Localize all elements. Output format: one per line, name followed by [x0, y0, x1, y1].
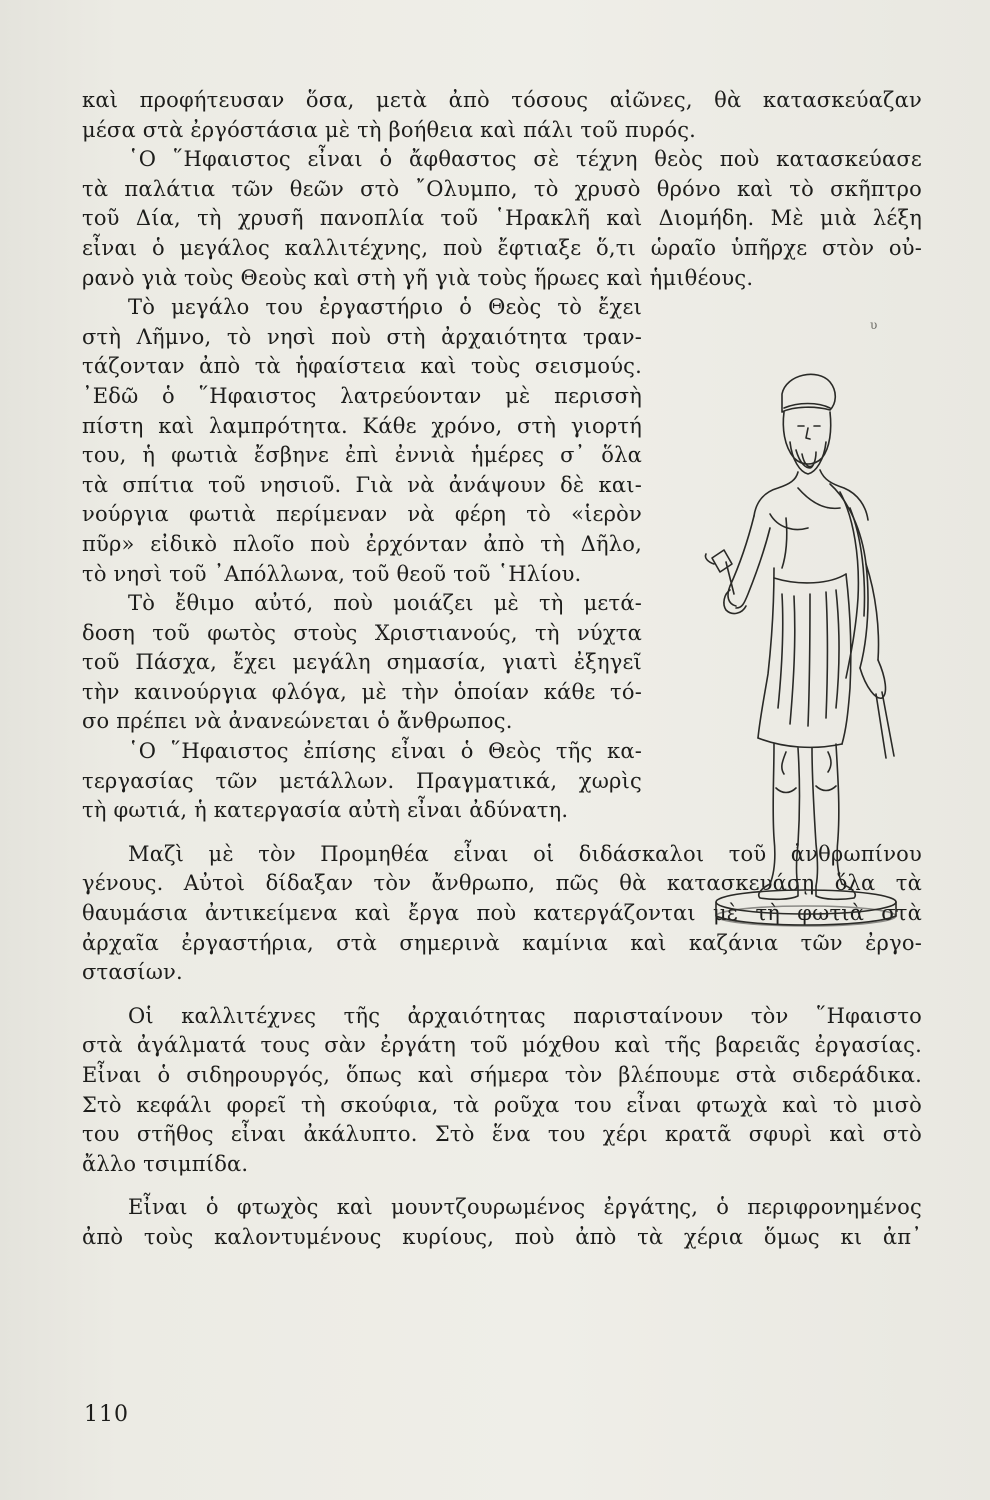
text-line: ἄλλο τσιμπίδα. [82, 1151, 249, 1176]
hephaestus-statue-illustration [690, 368, 920, 928]
narrow-column [82, 293, 642, 826]
text-line: καὶ προφήτευσαν ὅσα, μετὰ ἀπὸ τόσους αἰῶνες, θὰ κατασκεύαζαν [82, 88, 922, 112]
text-line: πίστη καὶ λαμπρότητα. Κάθε χρόνο, στὴ γιορτή [82, 413, 642, 438]
text-line: Εἶναι ὁ φτωχὸς καὶ μουντζουρωμένος ἐργάτης, ὁ περιφρονημένος [128, 1195, 922, 1220]
text-line: τὰ παλάτια τῶν θεῶν στὸ ῎Ολυμπο, τὸ χρυσὸ θρόνο καὶ τὸ σκῆπτρο [82, 176, 922, 201]
text-line: ῾Ο ῞Ηφαιστος ἐπίσης εἶναι ὁ Θεὸς τῆς κα- [128, 739, 642, 764]
text-line: τεργασίας τῶν μετάλλων. Πραγματικά, χωρὶς [82, 768, 642, 793]
text-line: μέσα στὰ ἐργόστάσια μὲ τὴ βοήθεια καὶ πάλι τοῦ πυρός. [82, 117, 697, 142]
text-line: τοῦ Δία, τὴ χρυσῆ πανοπλία τοῦ ῾Ηρακλῆ καὶ Διομήδη. Μὲ μιὰ λέξη [82, 206, 922, 231]
text-line: στασίων. [82, 960, 183, 985]
text-line: τὴ φωτιά, ἡ κατεργασία αὐτὴ εἶναι ἀδύνατη. [82, 798, 569, 823]
text-line: θαυμάσια ἀντικείμενα καὶ ἔργα ποὺ κατεργάζονται μὲ τὴ φωτιὰ στὰ [82, 901, 922, 926]
text-line: ἀρχαῖα ἐργαστήρια, στὰ σημερινὰ καμίνια καὶ καζάνια τῶν ἐργο- [82, 930, 922, 955]
text-line: εἶναι ὁ μεγάλος καλλιτέχνης, ποὺ ἔφτιαξε ὅ,τι ὡραῖο ὑπῆρχε στὸν οὐ- [82, 235, 922, 260]
text-line: στὰ ἀγάλματά τους σὰν ἐργάτη τοῦ μόχθου καὶ τῆς βαρειᾶς ἐργασίας. [82, 1033, 922, 1058]
text-line: νούργια φωτιὰ περίμεναν νὰ φέρη τὸ «ἱερὸν [82, 502, 642, 527]
text-line: τὸ νησὶ τοῦ ᾿Απόλλωνα, τοῦ θεοῦ τοῦ ῾Ηλίου. [82, 561, 582, 586]
text-line: Οἱ καλλιτέχνες τῆς ἀρχαιότητας παρισταίνουν τὸν ῞Ηφαιστο [128, 1003, 922, 1028]
text-line: του, ἡ φωτιὰ ἔσβηνε ἐπὶ ἐννιὰ ἡμέρες σ᾿ ὅλα [82, 443, 642, 468]
text-line: γένους. Αὐτοὶ δίδαξαν τὸν ἄνθρωπο, πῶς θὰ κατασκευάσῃ ὅλα τὰ [82, 871, 922, 896]
text-line: ῾Ο ῞Ηφαιστος εἶναι ὁ ἄφθαστος σὲ τέχνη θεὸς ποὺ κατασκεύασε [128, 147, 922, 172]
text-line: τὴν καινούργια φλόγα, μὲ τὴν ὁποίαν κάθε τό- [82, 679, 642, 704]
page-number: 110 [84, 1402, 129, 1427]
text-line: Μαζὶ μὲ τὸν Προμηθέα εἶναι οἱ διδάσκαλοι τοῦ ἀνθρωπίνου [128, 841, 922, 866]
text-line: σο πρέπει νὰ ἀνανεώνεται ὁ ἄνθρωπος. [82, 709, 513, 734]
text-line: ᾿Εδῶ ὁ ῞Ηφαιστος λατρεύονταν μὲ περισσὴ [82, 383, 642, 408]
text-line: τὰ σπίτια τοῦ νησιοῦ. Γιὰ νὰ ἀνάψουν δὲ και- [82, 472, 642, 497]
text-line: τάζονταν ἀπὸ τὰ ἡφαίστεια καὶ τοὺς σεισμούς. [82, 354, 642, 379]
text-line: του στῆθος εἶναι ἀκάλυπτο. Στὸ ἕνα του χέρι κρατᾶ σφυρὶ καὶ στὸ [82, 1122, 922, 1147]
text-line: στὴ Λῆμνο, τὸ νησὶ ποὺ στὴ ἀρχαιότητα τραν- [82, 324, 642, 349]
text-line: δοση τοῦ φωτὸς στοὺς Χριστιανούς, τὴ νύχτα [82, 620, 642, 645]
text-line: Στὸ κεφάλι φορεῖ τὴ σκούφια, τὰ ροῦχα του εἶναι φτωχὰ καὶ τὸ μισὸ [82, 1092, 922, 1117]
text-line: ρανὸ γιὰ τοὺς Θεοὺς καὶ στὴ γῆ γιὰ τοὺς ἥρωες καὶ ἡμιθέους. [82, 265, 754, 290]
text-line: τοῦ Πάσχα, ἔχει μεγάλη σημασία, γιατὶ ἐξηγεῖ [82, 650, 642, 675]
marginal-mark: υ [870, 318, 878, 332]
text-line: Εἶναι ὁ σιδηρουργός, ὅπως καὶ σήμερα τὸν βλέπουμε στὰ σιδεράδικα. [82, 1063, 922, 1087]
text-line: ἀπὸ τοὺς καλοντυμένους κυρίους, ποὺ ἀπὸ τὰ χέρια ὅμως κι ἀπ᾿ [82, 1224, 922, 1249]
text-line: Τὸ μεγάλο του ἐργαστήριο ὁ Θεὸς τὸ ἔχει [128, 295, 642, 320]
text-line: Τὸ ἔθιμο αὐτό, ποὺ μοιάζει μὲ τὴ μετά- [128, 591, 642, 616]
text-line: πῦρ» εἰδικὸ πλοῖο ποὺ ἐρχόνταν ἀπὸ τὴ Δῆλο, [82, 531, 642, 556]
